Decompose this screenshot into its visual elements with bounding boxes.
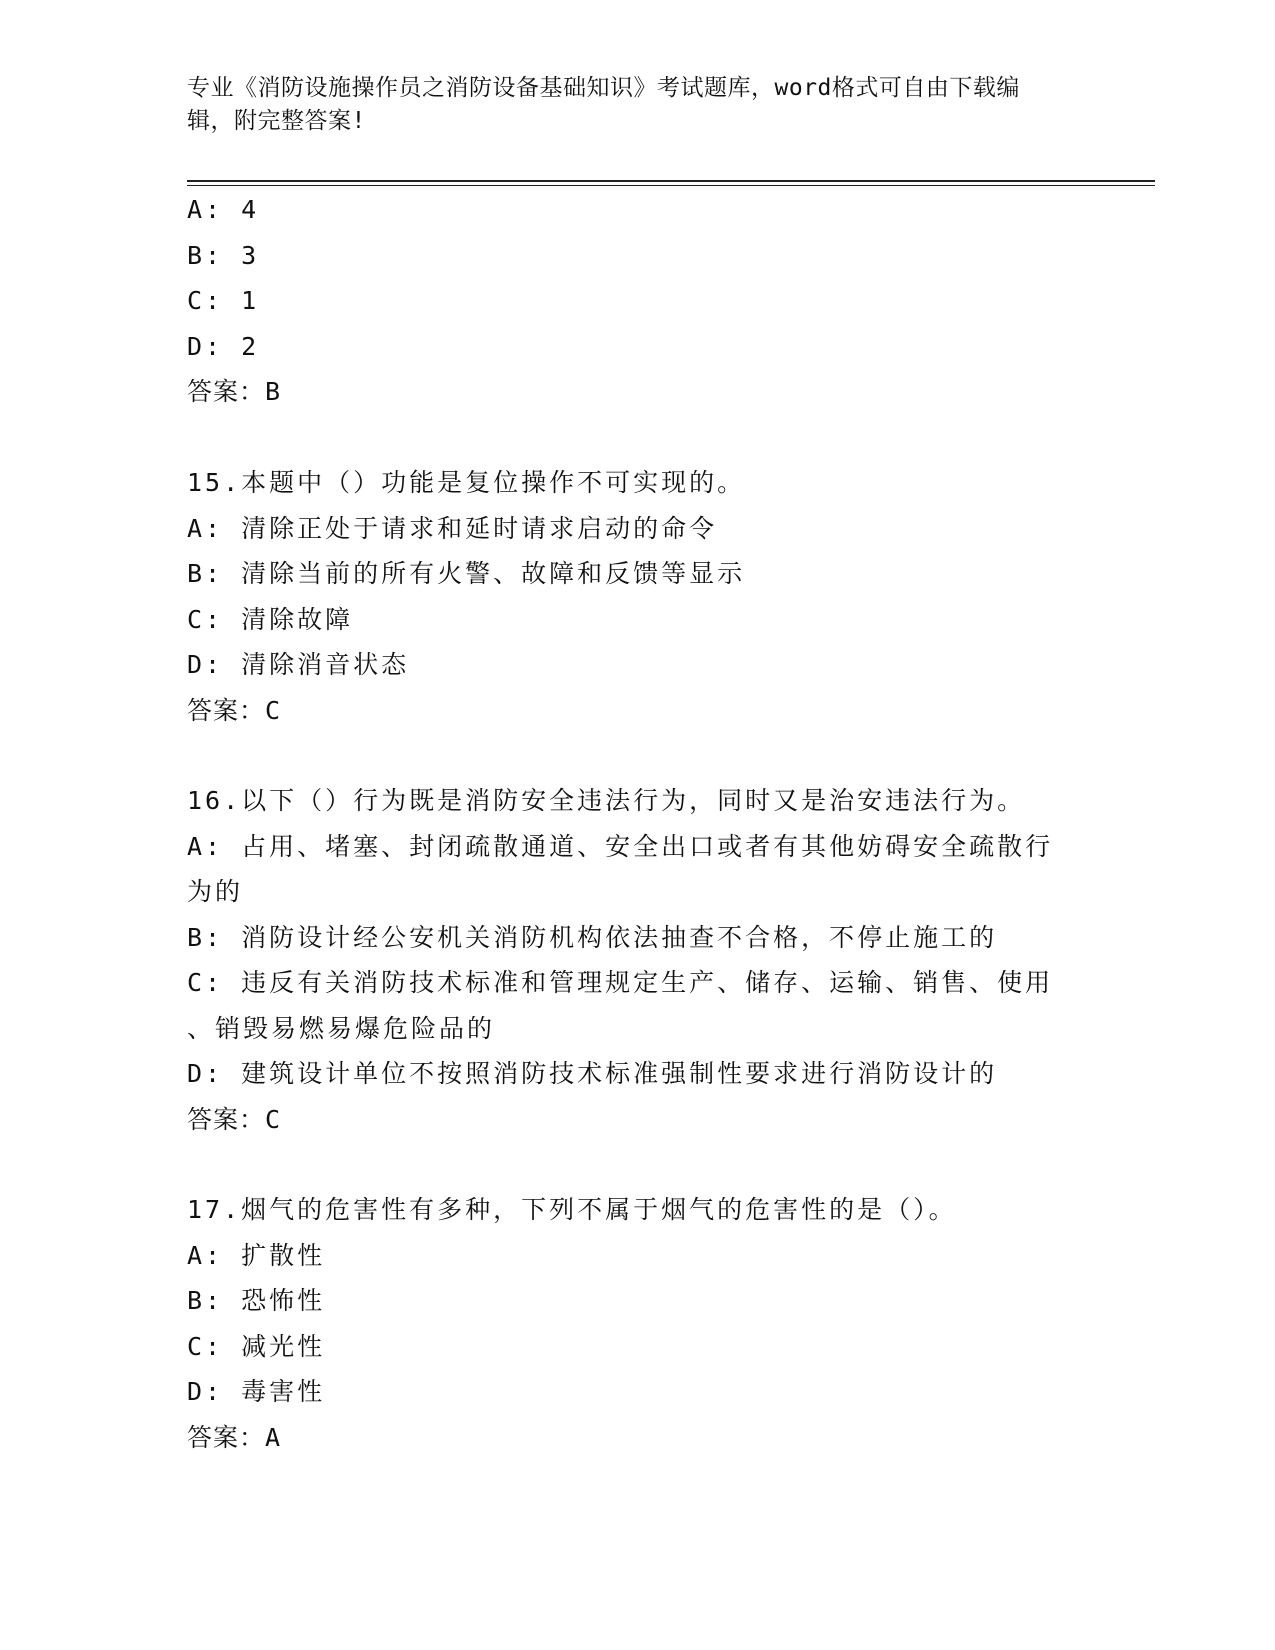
q14-answer	[187, 369, 1087, 415]
q15-question: 15.本题中（）功能是复位操作不可实现的。	[187, 468, 746, 497]
q16-option-a-line-2: 为的	[187, 877, 244, 906]
question-17-block	[187, 1187, 1087, 1460]
q16-option-a-line-1: A: 占用、堵塞、封闭疏散通道、安全出口或者有其他妨碍安全疏散行	[187, 831, 1054, 861]
page-header	[187, 72, 1067, 138]
q15-answer-value: C	[265, 695, 282, 725]
q14-option-c: C: 1	[187, 286, 260, 315]
q17-answer-label: 答案：	[187, 1422, 266, 1452]
q16-option-c-line-2: 、销毁易燃易爆危险品的	[187, 1013, 496, 1043]
q15-option-c: C: 清除故障	[187, 604, 354, 634]
q17-option-d: D: 毒害性	[187, 1377, 326, 1406]
header-line-2: 辑，附完整答案!	[187, 108, 366, 134]
q17-option-c: C: 减光性	[187, 1331, 326, 1361]
header-rule-thick	[187, 180, 1155, 182]
header-line-1: 专业《消防设施操作员之消防设备基础知识》考试题库，word格式可自由下载编	[187, 75, 1020, 101]
q17-question: 17.烟气的危害性有多种，下列不属于烟气的危害性的是（）。	[187, 1195, 957, 1224]
q17-option-b: B: 恐怖性	[187, 1286, 326, 1315]
q15-answer	[187, 688, 1087, 734]
q16-answer-value: C	[265, 1104, 282, 1134]
q15-option-d: D: 清除消音状态	[187, 650, 410, 679]
q15-option-b: B: 清除当前的所有火警、故障和反馈等显示	[187, 559, 746, 588]
q14-answer-label: 答案：	[187, 377, 266, 406]
q14-option-d: D: 2	[187, 331, 260, 361]
header-rule-thin	[187, 185, 1155, 186]
question-16-block	[187, 778, 1087, 1142]
q16-option-c-line-1: C: 违反有关消防技术标准和管理规定生产、储存、运输、销售、使用	[187, 968, 1054, 997]
q14-answer-value: B	[265, 377, 282, 406]
question-15-block	[187, 460, 1087, 733]
q16-option-d: D: 建筑设计单位不按照消防技术标准强制性要求进行消防设计的	[187, 1059, 998, 1088]
q17-answer	[187, 1415, 1087, 1461]
q16-answer	[187, 1097, 1087, 1143]
q17-answer-value: A	[265, 1422, 282, 1452]
q16-option-b: B: 消防设计经公安机关消防机构依法抽查不合格，不停止施工的	[187, 922, 998, 952]
q14-option-b: B: 3	[187, 240, 260, 270]
q17-option-a: A: 扩散性	[187, 1240, 326, 1270]
q15-answer-label: 答案：	[187, 695, 266, 725]
question-14-block	[187, 187, 1087, 415]
q16-answer-label: 答案：	[187, 1104, 266, 1134]
q16-question: 16.以下（）行为既是消防安全违法行为，同时又是治安违法行为。	[187, 786, 1026, 815]
q14-option-a: A: 4	[187, 195, 260, 224]
q15-option-a: A: 清除正处于请求和延时请求启动的命令	[187, 513, 718, 543]
